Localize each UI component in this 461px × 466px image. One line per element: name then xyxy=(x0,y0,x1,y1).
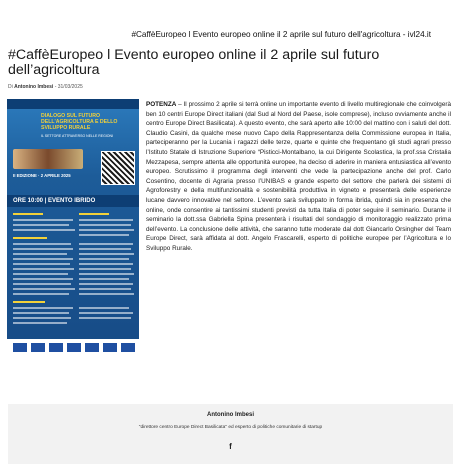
article-city: POTENZA xyxy=(146,101,177,108)
meta-prefix: Di xyxy=(8,84,13,90)
poster-program-line xyxy=(79,248,131,250)
poster-program-heading xyxy=(79,213,109,215)
poster-program-line xyxy=(79,263,133,265)
poster-program-line xyxy=(13,229,75,231)
poster-program-line xyxy=(13,322,67,324)
author-box xyxy=(8,404,453,464)
poster-program-line xyxy=(79,253,134,255)
poster-program-line xyxy=(13,268,74,270)
poster-program-line xyxy=(13,248,73,250)
poster-program-line xyxy=(79,258,129,260)
author-box-name[interactable]: Antonino Imbesi xyxy=(207,412,254,418)
article-title: #CaffèEuropeo l Evento europeo online il 2 aprile sul futuro dell’agricoltura xyxy=(8,47,380,78)
poster-program-line xyxy=(79,278,129,280)
article-body xyxy=(146,100,451,254)
facebook-icon[interactable]: f xyxy=(229,442,232,451)
eu-flag-icon xyxy=(13,343,27,352)
author-box-bio: "direttore centro Europe Direct Basilicata" ed esperto di politiche comunitarie di startup xyxy=(138,425,323,430)
poster-program-line xyxy=(79,293,134,295)
eu-flag-icon xyxy=(67,343,81,352)
poster-program-line xyxy=(79,229,134,231)
publish-date: - 31/03/2025 xyxy=(54,84,83,90)
poster-program-line xyxy=(13,312,69,314)
poster-program-line xyxy=(13,273,68,275)
poster-program-line xyxy=(79,268,131,270)
eu-flag-icon xyxy=(121,343,135,352)
event-poster-image[interactable] xyxy=(7,99,139,357)
site-header xyxy=(0,0,461,44)
poster-program-line xyxy=(13,307,73,309)
eu-flag-icon xyxy=(103,343,117,352)
poster-program-line xyxy=(13,283,71,285)
poster-program-heading xyxy=(13,213,43,215)
poster-edition: II EDIZIONE · 2 APRILE 2025 xyxy=(13,173,71,178)
article-body-text: – Il prossimo 2 aprile si terrà online un importante evento di livello multiregionale che coinvolgerà ben 10 centri Europe Direct italiani (dal Sud al Nord del Paese, isole comprese), incluso ovviamente anche il centro Europe Direct Basilicata). A questo evento, che sarà aperto alle 10:00 del mattino con i saluti del dott. Claudio Casini, da qualche mese nuovo Capo della Rappresentanza della Commissione europea in Italia, parteciperanno per la Lucania i ragazzi delle terze, quarte e quinte che frequentano gli studi agrari presso l’Istituto Statale di Istruzione Superiore “Pisticci-Montalbano, la cui Dirigente Scolastica, la prof.ssa Cristalia Mezzapesa, sempre attenta alle opportunità europee, ha deciso di aderire in maniera entusiastica all’evento europeo. Scrutissimo il programma degli interventi che vede la partecipazione anche del prof. Carlo Cosentino, docente di Agraria presso l’UNIBAS e grande esperto del settore che parlerà dei sistemi di Agroforestry e della multifunzionalità e sostenibilità produttiva in vigneto e presenterà delle esperienze lucane davvero innovative nel settore. L’evento sarà sviluppato in forma ibrida, quindi sia in presenza che online, onde consentire ai tantissimi studenti previsti da tutta Italia di poter seguire il seminario. Durante il seminario la dott.ssa Gabriella Spina presenterà i risultati del sondaggio di monitoraggio realizzato prima dell’evento. La conclusione delle attività, che saranno tutte moderate dal dott Giancarlo Orsingher del Team Europe Direct, sarà affidata al dott. Angelo Frascarelli, esperto di politiche europee per l’Agricoltura e lo Sviluppo Rurale. xyxy=(146,101,451,252)
poster-program-line xyxy=(79,234,129,236)
poster-program-line xyxy=(13,253,67,255)
poster-time-banner: ORE 10:00 | EVENTO IBRIDO xyxy=(7,195,139,207)
poster-program-line xyxy=(13,224,69,226)
page-title: #CaffèEuropeo l Evento europeo online il 2 aprile sul futuro dell'agricoltura - ivl24.it xyxy=(131,30,431,39)
poster-program-line xyxy=(13,263,70,265)
poster-program-line xyxy=(13,293,69,295)
qr-code-icon xyxy=(101,151,135,185)
poster-program-line xyxy=(13,317,71,319)
poster-program-line xyxy=(79,219,133,221)
poster-headline-text: DIALOGO SUL FUTURO DELL'AGRICOLTURA E DELLO SVILUPPO RURALE xyxy=(41,113,118,131)
poster-program-line xyxy=(13,288,75,290)
poster-program-line xyxy=(79,312,133,314)
eu-flag-icon xyxy=(31,343,45,352)
eu-flag-icon xyxy=(85,343,99,352)
poster-program-line xyxy=(79,243,133,245)
eu-flag-icon xyxy=(49,343,63,352)
poster-program-heading xyxy=(13,237,47,239)
poster-program-line xyxy=(13,243,71,245)
poster-photo xyxy=(13,149,83,169)
author-link[interactable]: Antonino Imbesi xyxy=(14,84,54,90)
poster-program-line xyxy=(79,317,131,319)
poster-program-line xyxy=(79,307,129,309)
poster-program-heading xyxy=(13,301,45,303)
poster-program-line xyxy=(79,283,133,285)
article-meta xyxy=(8,84,83,90)
poster-program-line xyxy=(79,273,134,275)
poster-headline xyxy=(41,113,131,139)
poster-program-line xyxy=(79,224,131,226)
poster-program-line xyxy=(79,288,131,290)
poster-program-line xyxy=(13,219,73,221)
poster-subline: IL SETTORE ATTRAVERSO NELLE REGIONI xyxy=(41,134,114,138)
poster-top-band xyxy=(7,99,139,109)
poster-program-line xyxy=(13,278,73,280)
poster-program-line xyxy=(13,258,73,260)
